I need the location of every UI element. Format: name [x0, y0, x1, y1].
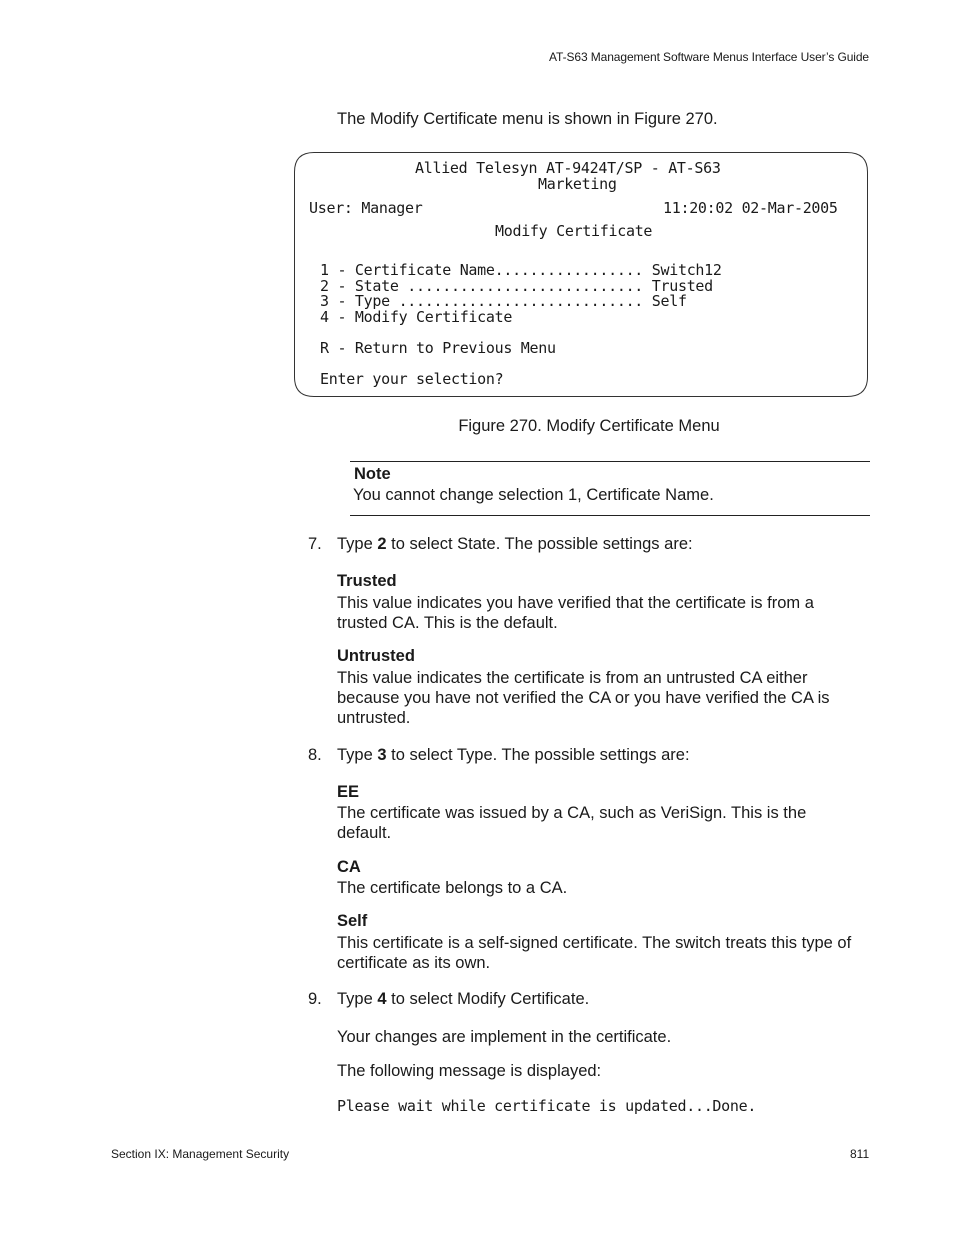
step-7-post: to select State. The possible settings are: [386, 535, 693, 553]
step-8-key: 3 [377, 746, 387, 764]
running-header: AT-S63 Management Software Menus Interface User’s Guide [549, 50, 869, 64]
step-9-result: Your changes are implement in the certificate. [337, 1028, 672, 1046]
terminal-title: Allied Telesyn AT-9424T/SP - AT-S63 [415, 159, 721, 177]
desc-line: default. [337, 824, 392, 842]
setting-self-description [337, 933, 872, 973]
step-7-text [337, 535, 693, 554]
terminal-option-3: 3 - Type ............................ Self [320, 292, 687, 310]
setting-trusted-title: Trusted [337, 572, 397, 590]
desc-line: untrusted. [337, 709, 411, 727]
setting-self-title: Self [337, 912, 368, 930]
desc-line: This value indicates you have verified that the certificate is from a [337, 594, 814, 612]
footer-section: Section IX: Management Security [111, 1147, 290, 1161]
intro-paragraph: The Modify Certificate menu is shown in Figure 270. [337, 110, 718, 128]
terminal-option-1: 1 - Certificate Name................. Switch12 [320, 261, 722, 279]
setting-untrusted-description [337, 668, 872, 728]
step-8-text [337, 746, 690, 765]
figure-caption: Figure 270. Modify Certificate Menu [458, 417, 720, 435]
step-9-message-intro: The following message is displayed: [337, 1062, 602, 1080]
note-text: You cannot change selection 1, Certificate Name. [353, 486, 714, 504]
terminal-return-option: R - Return to Previous Menu [320, 339, 556, 357]
desc-line: The certificate belongs to a CA. [337, 879, 568, 897]
note-title: Note [354, 465, 391, 483]
setting-ee-title: EE [337, 783, 360, 801]
step-9-number: 9. [308, 990, 322, 1008]
setting-trusted-description [337, 593, 872, 633]
setting-ca-description [337, 878, 872, 898]
terminal-timestamp: 11:20:02 02-Mar-2005 [663, 199, 838, 217]
setting-untrusted-title: Untrusted [337, 647, 415, 665]
step-9-text [337, 990, 589, 1009]
step-8-number: 8. [308, 746, 322, 764]
desc-line: This certificate is a self-signed certificate. The switch treats this type of [337, 934, 852, 952]
step-9-post: to select Modify Certificate. [386, 990, 590, 1008]
step-9-pre: Type [337, 990, 378, 1008]
desc-line: because you have not verified the CA or you have verified the CA is [337, 689, 830, 707]
terminal-prompt: Enter your selection? [320, 370, 504, 388]
desc-line: trusted CA. This is the default. [337, 614, 558, 632]
step-8-pre: Type [337, 746, 378, 764]
terminal-option-2: 2 - State ........................... Trusted [320, 277, 713, 295]
step-7-key: 2 [377, 535, 387, 553]
terminal-option-4: 4 - Modify Certificate [320, 308, 513, 326]
desc-line: This value indicates the certificate is from an untrusted CA either [337, 669, 808, 687]
step-7-number: 7. [308, 535, 322, 553]
step-7-pre: Type [337, 535, 378, 553]
status-message: Please wait while certificate is updated...Done. [337, 1097, 757, 1115]
page-number: 811 [850, 1147, 870, 1161]
setting-ee-description [337, 803, 872, 843]
terminal-menu-title: Modify Certificate [495, 222, 653, 240]
desc-line: certificate as its own. [337, 954, 491, 972]
terminal-user: User: Manager [309, 199, 423, 217]
desc-line: The certificate was issued by a CA, such as VeriSign. This is the [337, 804, 807, 822]
terminal-subtitle: Marketing [538, 175, 617, 193]
step-8-post: to select Type. The possible settings are: [386, 746, 690, 764]
step-9-key: 4 [377, 990, 387, 1008]
setting-ca-title: CA [337, 858, 361, 876]
